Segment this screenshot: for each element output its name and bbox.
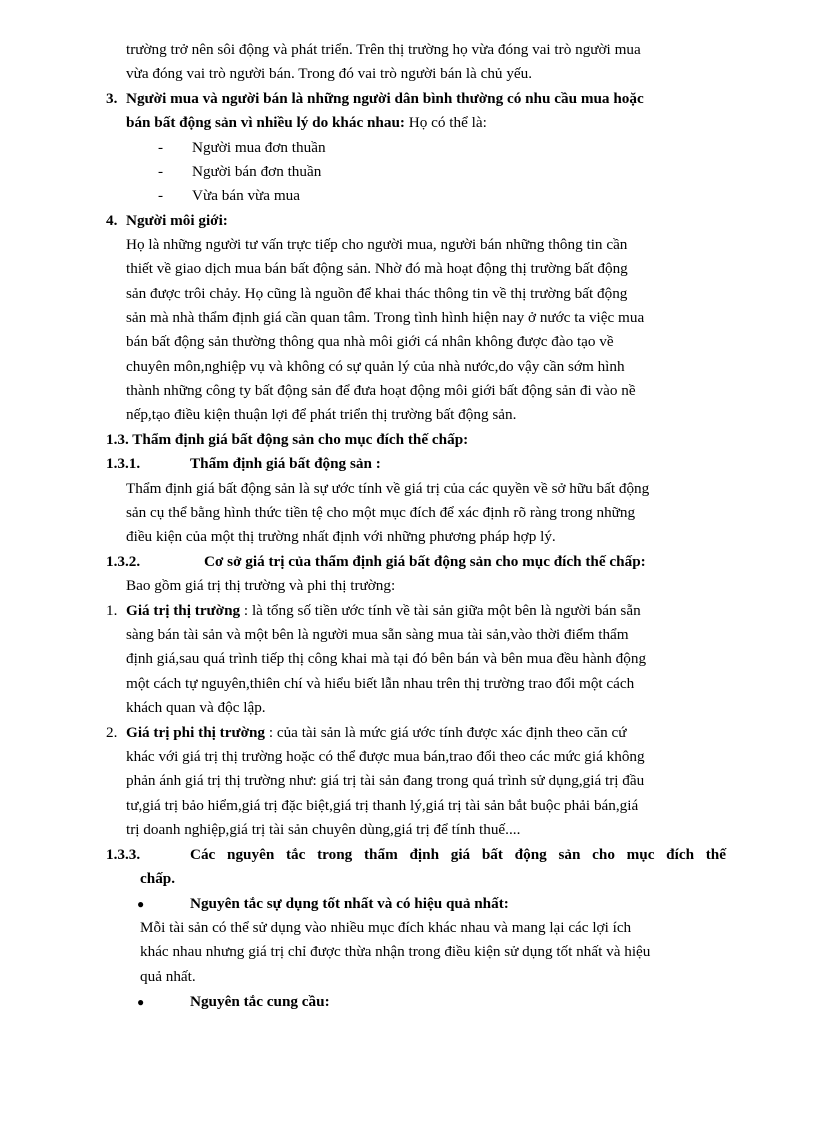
value-item-1-line-5: khách quan và độc lập. [126,699,266,716]
item-4-number: 4. [106,212,118,229]
value-item-1-line-4: một cách tự nguyên,thiên chí và hiểu biết lẫn nhau trên thị trường trao đổi một cách [126,675,635,692]
item-4-line-2: thiết về giao dịch mua bán bất động sản. Nhờ đó mà hoạt động thị trường bất động [126,260,628,277]
bullet-icon: ● [137,897,145,911]
section-1-3-2-intro: Bao gồm giá trị thị trường và phi thị trường: [126,577,396,594]
dash-item-2 [158,160,321,184]
value-item-1-text: : là tổng số tiền ước tính về tài sản giữa một bên là người bán sẵn [240,602,641,619]
value-item-2-text: : của tài sản là mức giá ước tính được xác định theo căn cứ [265,724,627,741]
item-3-line-2 [126,111,726,135]
section-1-3-2-title: Cơ sở giá trị của thẩm định giá bất động sản cho mục đích thế chấp: [204,553,646,570]
value-item-1-line-3: định giá,sau quá trình tiếp thị công khai mà tại đó bên bán và bên mua đều hành động [126,650,647,667]
item-3-bold-line-2: bán bất động sản vì nhiều lý do khác nhau: [126,114,405,131]
item-4-line-1: Họ là những người tư vấn trực tiếp cho người mua, người bán những thông tin cần [126,236,628,253]
dash-marker: - [158,163,164,180]
dash-item-text: Người bán đơn thuần [192,163,322,180]
bullet-icon: ● [137,995,145,1009]
item-4-line-3: sản được trôi chảy. Họ cũng là nguồn để khai thác thông tin về thị trường bất động [126,285,628,302]
intro-line-1: trường trở nên sôi động và phát triển. Trên thị trường họ vừa đóng vai trò người mua [126,41,641,58]
value-item-1-line-2: sàng bán tài sản và một bên là người mua sẵn sàng mua tài sản,vào thời điểm thẩm [126,626,629,643]
section-1-3-3-title-line-1: Các nguyên tắc trong thẩm định giá bất động sản cho mục đích thế [190,846,726,863]
dash-item-1 [158,136,326,160]
dash-item-text: Vừa bán vừa mua [192,187,300,204]
value-item-2-number: 2. [106,724,118,741]
section-1-3-1-label: 1.3.1. [106,455,141,472]
item-3-number: 3. [106,90,118,107]
section-1-3-1-title: Thẩm định giá bất động sản : [190,455,381,472]
dash-marker: - [158,187,164,204]
item-4-line-6: chuyên môn,nghiệp vụ và không có sự quản lý của nhà nước,do vậy cần sớm hình [126,358,625,375]
dash-item-text: Người mua đơn thuần [192,139,326,156]
section-1-3-1-line-2: sản cụ thể bằng hình thức tiền tệ cho một mục đích để xác định rõ ràng trong những [126,504,636,521]
item-4-line-5: bán bất động sản thường thông qua nhà môi giới cá nhân không được đào tạo về [126,333,614,350]
item-3-normal-tail: Họ có thể là: [404,114,487,131]
value-item-2-line-1 [126,721,726,745]
section-1-3-2-label: 1.3.2. [106,553,141,570]
value-item-2-line-3: phản ánh giá trị thị trường như: giá trị tài sản đang trong quá trình sử dụng,giá trị đầu [126,772,645,789]
item-4-line-4: sản mà nhà thẩm định giá cần quan tâm. Trong tình hình hiện nay ở nước ta việc mua [126,309,645,326]
principle-1-line-3: quả nhất. [140,968,196,985]
value-item-1-line-1 [126,599,726,623]
value-item-2-line-4: tư,giá trị bảo hiểm,giá trị đặc biệt,giá trị thanh lý,giá trị tài sản bắt buộc phải bán,giá [126,797,639,814]
item-4-line-8: nếp,tạo điều kiện thuận lợi để phát triển thị trường bất động sản. [126,406,517,423]
principle-2-title: Nguyên tắc cung cầu: [190,993,330,1010]
item-4-title: Người môi giới: [126,212,228,229]
principle-1-title: Nguyên tắc sự dụng tốt nhất và có hiệu quả nhất: [190,895,509,912]
value-item-2-line-5: trị doanh nghiệp,giá trị tài sản chuyên dùng,giá trị để tính thuế.... [126,821,521,838]
value-item-2-bold: Giá trị phi thị trường [126,724,266,741]
value-item-2-line-2: khác với giá trị thị trường hoặc có thể được mua bán,trao đổi theo các mức giá không [126,748,645,765]
item-4-line-7: thành những công ty bất động sản để đưa hoạt động môi giới bất động sản đi vào nề [126,382,636,399]
principle-1-line-1: Mỗi tài sản có thể sử dụng vào nhiều mục đích khác nhau và mang lại các lợi ích [140,919,632,936]
value-item-1-number: 1. [106,602,118,619]
section-1-3-title: 1.3. Thẩm định giá bất động sản cho mục đích thế chấp: [106,431,469,448]
dash-item-3 [158,184,300,208]
dash-marker: - [158,139,164,156]
section-1-3-1-line-3: điều kiện của một thị trường nhất định với những phương pháp hợp lý. [126,528,556,545]
intro-line-2: vừa đóng vai trò người bán. Trong đó vai trò người bán là chủ yếu. [126,65,533,82]
item-3-bold-line-1: Người mua và người bán là những người dân bình thường có nhu cầu mua hoặc [126,90,644,107]
principle-1-line-2: khác nhau nhưng giá trị chỉ được thừa nhận trong điều kiện sử dụng tốt nhất và hiệu [140,943,651,960]
value-item-1-bold: Giá trị thị trường [126,602,241,619]
section-1-3-3-label: 1.3.3. [106,846,141,863]
section-1-3-3-title-line-2: chấp. [140,870,176,887]
section-1-3-1-line-1: Thẩm định giá bất động sản là sự ước tính về giá trị của các quyền về sở hữu bất động [126,480,650,497]
